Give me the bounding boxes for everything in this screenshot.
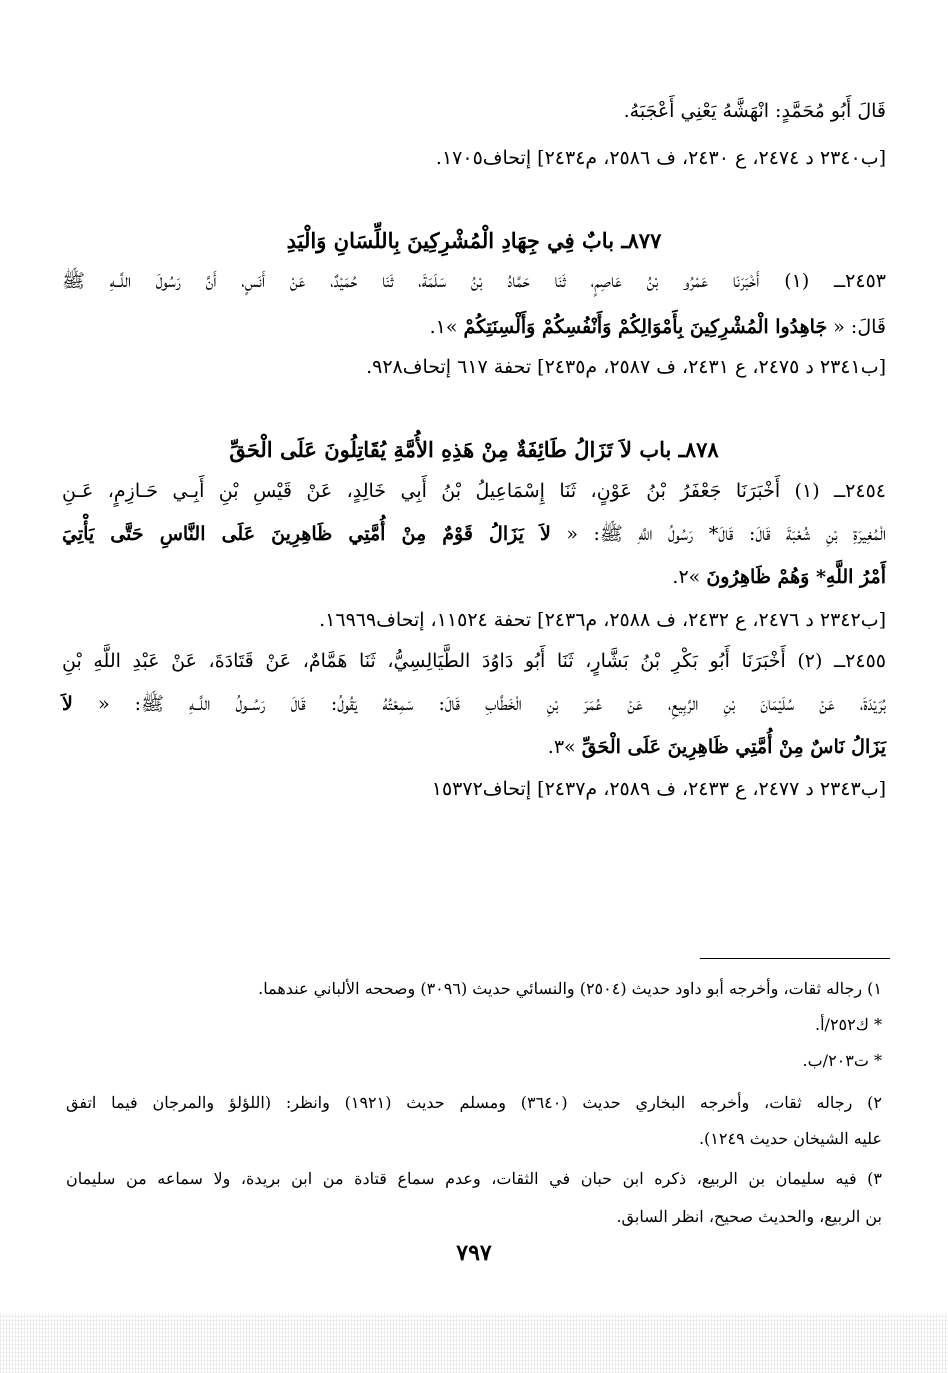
reference-line: [ب٢٣٤٠ د ٢٤٧٤، ع ٢٤٣٠، ف ٢٥٨٦، م٢٤٣٤] إتحاف١٧٠٥. (435, 147, 886, 169)
text-span: الْمُغِيرَةِ بْنِ شُعْبَةَ قَالَ: قَالَ* رَسُولُ اللَّهِ ﷺ: « (550, 523, 886, 545)
hadith-line: ٢٤٥٥ــ (٢) أَخْبَرَنَا أَبُو بَكْرِ بْنُ بَشَّارٍ، ثَنَا أَبُو دَاوُدَ الطَّيَالِسِيُّ، ثَنَا هَمَّامٌ، عَنْ قَتَادَةَ، عَنْ عَبْدِ اللَّهِ بْنِ (62, 650, 886, 672)
hadith-line: ٢٤٥٤ــ (١) أَخْبَرَنَا جَعْفَرُ بْنُ عَوْنٍ، ثَنَا إِسْمَاعِيلُ بْنُ أَبِي خَالِدٍ، عَنْ قَيْسِ بْنِ أَبِـي حَـازِمٍ، عَـنِ (62, 480, 886, 502)
hadith-line (62, 519, 886, 549)
chapter-heading: ٨٧٧ـ بابٌ فِي جِهَادِ الْمُشْرِكِينَ بِاللِّسَانِ وَالْيَدِ (286, 228, 662, 253)
footnote: عليه الشيخان حديث ١٢٤٩). (698, 1129, 882, 1148)
chapter-heading: ٨٧٨ـ باب لاَ تَزَالُ طَائِفَةٌ مِنْ هَذِهِ الأُمَّةِ يُقَاتِلُونَ عَلَى الْحَقِّ (229, 437, 719, 462)
hadith-line (62, 312, 886, 342)
hadith-line (62, 689, 886, 719)
hadith-line (62, 562, 886, 592)
footnote-divider (700, 958, 890, 959)
scan-texture (0, 1313, 948, 1373)
text-span: »٣. (547, 736, 582, 758)
text-span: »١. (429, 316, 464, 338)
footnote: ٢) رجاله ثقات، وأخرجه البخاري حديث (٣٦٤٠) ومسلم حديث (١٩٢١) وانظر: (اللؤلؤ والمرجان فيما اتفق (66, 1093, 882, 1112)
footnote: بن الربيع، والحديث صحيح، انظر السابق. (616, 1207, 882, 1226)
text-span: بُرَيْدَةَ، عَنْ سُلَيْمَانَ بْنِ الرَّبِيعِ، عَنْ عُمَرَ بْنِ الْخَطَّابِ قَالَ: سَمِعْتُهُ يَقُولُ: قَالَ رَسُــولُ اللَّــهِ ﷺ: « (72, 693, 886, 715)
hadith-text: لاَ (62, 693, 73, 715)
text-span: قَالَ: « (827, 316, 886, 338)
hadith-text: أَمْرُ اللَّهِ* وَهُمْ ظَاهِرُونَ (706, 566, 886, 588)
hadith-text: جَاهِدُوا الْمُشْرِكِينَ بِأَمْوَالِكُمْ وَأَنْفُسِكُمْ وَأَلْسِنَتِكُمْ (463, 316, 828, 338)
footnote: ١) رجاله ثقات، وأخرجه أبو داود حديث (٢٥٠٤) والنسائي حديث (٣٠٩٦) وصححه الألباني عندهما. (258, 979, 882, 998)
page-number: ٧٩٧ (456, 1240, 492, 1266)
hadith-text: يَزَالُ نَاسٌ مِنْ أُمَّتِي ظَاهِرِينَ عَلَى الْحَقِّ (581, 736, 886, 758)
hadith-text: لاَ يَزَالُ قَوْمٌ مِنْ أُمَّتِي ظَاهِرِينَ عَلَى النَّاسِ حَتَّى يَأْتِيَ (62, 523, 551, 545)
reference-line: [ب٢٣٤١ د ٢٤٧٥، ع ٢٤٣١، ف ٢٥٨٧، م٢٤٣٥] تحفة ٦١٧ إتحاف٩٢٨. (366, 356, 886, 378)
text-span: »٢. (672, 566, 707, 588)
reference-line: [ب٢٣٤٢ د ٢٤٧٦، ع ٢٤٣٢، ف ٢٥٨٨، م٢٤٣٦] تحفة ١١٥٢٤، إتحاف١٦٩٦٩. (319, 609, 886, 631)
hadith-line: ٢٤٥٣ــ (١) أَخْبَرَنَا عَمْرُو بْنُ عَاصِمٍ، ثَنَا حَمَّادُ بْنُ سَلَمَةَ، ثَنَا حُمَيْدٌ، عَنْ أَنَسٍ، أَنَّ رَسُولَ اللَّــهِ ﷺ (62, 270, 886, 292)
hadith-line (62, 732, 886, 762)
footnote: * ت٢٠٣/ب. (802, 1051, 882, 1070)
text-line: قَالَ أَبُو مُحَمَّدٍ: انْهَشَّهُ يَعْنِي أَعْجَبَهُ. (623, 100, 886, 122)
footnote: ٣) فيه سليمان بن الربيع، ذكره ابن حبان في الثقات، وعدم سماع قتادة من ابن بريدة، ولا سماعه من سليمان (66, 1169, 883, 1188)
footnote: * ك٢٥٢/أ. (815, 1015, 882, 1034)
reference-line: [ب٢٣٤٣ د ٢٤٧٧، ع ٢٤٣٣، ف ٢٥٨٩، م٢٤٣٧] إتحاف١٥٣٧٢ (431, 778, 886, 800)
